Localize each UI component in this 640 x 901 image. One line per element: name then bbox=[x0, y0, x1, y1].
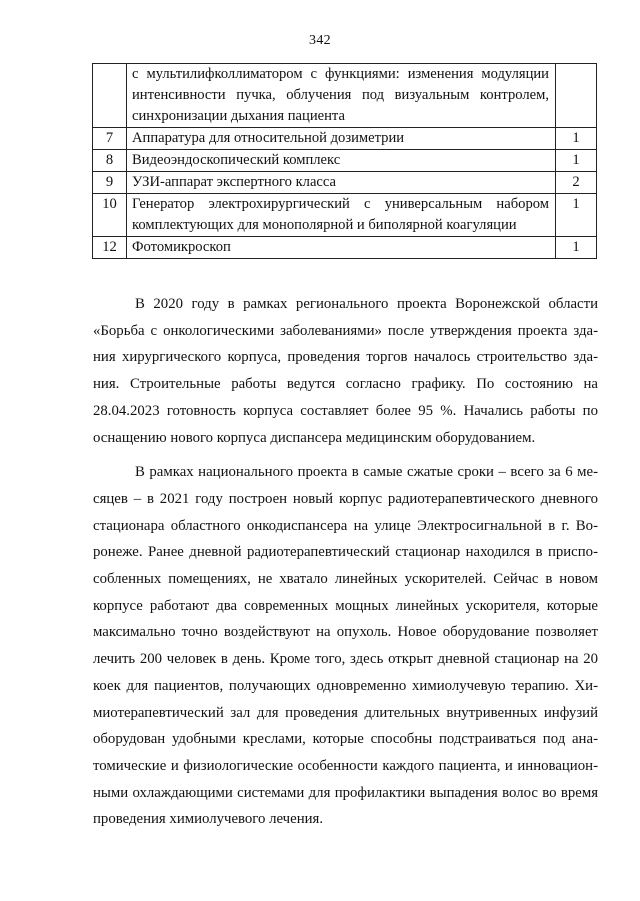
equipment-quantity: 1 bbox=[556, 237, 597, 259]
row-number: 12 bbox=[93, 237, 127, 259]
equipment-name: Аппаратура для относительной дозиметрии bbox=[127, 128, 556, 150]
table-row bbox=[93, 64, 597, 128]
equipment-quantity: 1 bbox=[556, 194, 597, 237]
equipment-quantity: 1 bbox=[556, 150, 597, 172]
row-number bbox=[93, 64, 127, 128]
equipment-name: УЗИ-аппарат экспертного класса bbox=[127, 172, 556, 194]
row-number: 8 bbox=[93, 150, 127, 172]
equipment-name: Фотомикроскоп bbox=[127, 237, 556, 259]
row-number: 10 bbox=[93, 194, 127, 237]
paragraph: В 2020 году в рамках регионального проекта Воронежской области «Борьба с онкологическими заболеваниями» после утверждения проекта здания хирургического корпуса, проведения торгов началось строительство здания. Строительные работы ведутся согласно графику. По состоянию на 28.04.2023 готовность корпуса составляет более 95 %. Начались работы по оснащению нового корпуса диспансера медицинским оборудованием. bbox=[93, 296, 598, 446]
equipment-name: с мультилифколлиматором с функциями: изменения модуляции интенсивности пучка, облучения под визуальным контролем, синхронизации дыхания пациента bbox=[127, 64, 556, 128]
equipment-quantity bbox=[556, 64, 597, 128]
row-number: 7 bbox=[93, 128, 127, 150]
equipment-quantity: 1 bbox=[556, 128, 597, 150]
table-row bbox=[93, 128, 597, 150]
table-row bbox=[93, 172, 597, 194]
paragraph: В рамках национального проекта в самые сжатые сроки – всего за 6 месяцев – в 2021 году построен новый корпус радиотерапевтического дневного стационара областного онкодиспансера на улице Электросигнальной в г. Воронеже. Ранее дневной радиотерапевтический стационар находился в приспособленных помещениях, не хватало линейных ускорителей. Сейчас в новом корпусе работают два современных мощных линейных ускорителя, которые максимально точно воздействуют на опухоль. Новое оборудование позволяет лечить 200 человек в день. Кроме того, здесь открыт дневной стационар на 20 коек для пациентов, получающих одновременно химиолучевую терапию. Химиотерапевтический зал для проведения длительных внутривенных инфузий оборудован удобными креслами, которые способны подстраиваться под анатомические и физиологические особенности каждого пациента, и инновационными охлаждающими системами для профилактики выпадения волос во время проведения химиолучевого лечения. bbox=[93, 464, 598, 828]
table-row bbox=[93, 194, 597, 237]
equipment-quantity: 2 bbox=[556, 172, 597, 194]
equipment-table bbox=[92, 63, 597, 259]
row-number: 9 bbox=[93, 172, 127, 194]
page-number: 342 bbox=[309, 33, 331, 48]
equipment-name: Видеоэндоскопический комплекс bbox=[127, 150, 556, 172]
table-row bbox=[93, 150, 597, 172]
equipment-name: Генератор электрохирургический с универсальным набором комплектующих для монополярной и биполярной коагуляции bbox=[127, 194, 556, 237]
table-row bbox=[93, 237, 597, 259]
body-text bbox=[93, 291, 598, 841]
